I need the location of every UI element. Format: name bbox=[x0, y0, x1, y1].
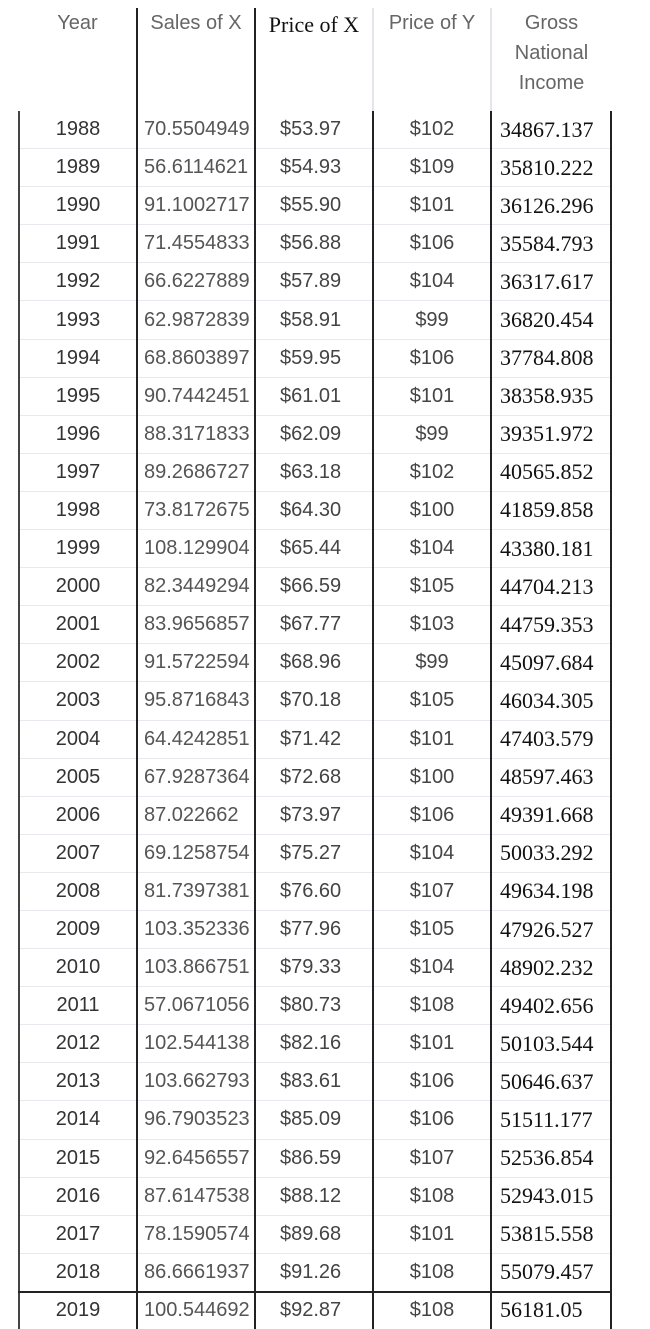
cell-price-of-y: $107 bbox=[373, 1139, 491, 1177]
cell-price-of-y: $106 bbox=[373, 225, 491, 263]
cell-price-of-y: $104 bbox=[373, 530, 491, 568]
cell-price-of-x: $61.01 bbox=[255, 377, 373, 415]
cell-price-of-y: $102 bbox=[373, 453, 491, 491]
cell-price-of-x: $77.96 bbox=[255, 910, 373, 948]
header-price-of-x: Price of X bbox=[268, 12, 360, 37]
cell-price-of-y: $103 bbox=[373, 606, 491, 644]
cell-sales-of-x: 88.3171833 bbox=[137, 415, 255, 453]
cell-gross-national-income: 36820.454 bbox=[491, 301, 611, 339]
cell-year: 1989 bbox=[19, 149, 137, 187]
table-row bbox=[19, 644, 611, 682]
cell-price-of-y: $105 bbox=[373, 910, 491, 948]
cell-gross-national-income: 50033.292 bbox=[491, 834, 611, 872]
cell-sales-of-x: 91.5722594 bbox=[137, 644, 255, 682]
cell-gross-national-income: 35584.793 bbox=[491, 225, 611, 263]
cell-year: 2019 bbox=[19, 1291, 137, 1329]
cell-year: 2014 bbox=[19, 1101, 137, 1139]
cell-year: 2010 bbox=[19, 949, 137, 987]
cell-sales-of-x: 87.022662 bbox=[137, 796, 255, 834]
cell-sales-of-x: 89.2686727 bbox=[137, 453, 255, 491]
cell-year: 2009 bbox=[19, 910, 137, 948]
cell-price-of-y: $108 bbox=[373, 1253, 491, 1291]
cell-gross-national-income: 52536.854 bbox=[491, 1139, 611, 1177]
cell-gross-national-income: 36126.296 bbox=[491, 187, 611, 225]
cell-price-of-x: $66.59 bbox=[255, 568, 373, 606]
cell-gross-national-income: 49391.668 bbox=[491, 796, 611, 834]
cell-gross-national-income: 34867.137 bbox=[491, 111, 611, 149]
table-row bbox=[19, 872, 611, 910]
cell-gross-national-income: 52943.015 bbox=[491, 1177, 611, 1215]
cell-sales-of-x: 102.544138 bbox=[137, 1025, 255, 1063]
header-price-of-y: Price of Y bbox=[373, 8, 491, 111]
cell-price-of-x: $57.89 bbox=[255, 263, 373, 301]
cell-year: 2017 bbox=[19, 1215, 137, 1253]
cell-gross-national-income: 38358.935 bbox=[491, 377, 611, 415]
cell-year: 1991 bbox=[19, 225, 137, 263]
table-row bbox=[19, 530, 611, 568]
cell-sales-of-x: 64.4242851 bbox=[137, 720, 255, 758]
cell-year: 2018 bbox=[19, 1253, 137, 1291]
cell-gross-national-income: 53815.558 bbox=[491, 1215, 611, 1253]
cell-price-of-x: $67.77 bbox=[255, 606, 373, 644]
cell-price-of-y: $99 bbox=[373, 301, 491, 339]
table-row bbox=[19, 720, 611, 758]
cell-year: 2015 bbox=[19, 1139, 137, 1177]
cell-gross-national-income: 40565.852 bbox=[491, 453, 611, 491]
cell-gross-national-income: 49402.656 bbox=[491, 987, 611, 1025]
header-sales-of-x: Sales of X bbox=[137, 8, 255, 111]
cell-price-of-x: $88.12 bbox=[255, 1177, 373, 1215]
table-row bbox=[19, 339, 611, 377]
cell-price-of-y: $101 bbox=[373, 187, 491, 225]
cell-price-of-y: $101 bbox=[373, 720, 491, 758]
cell-sales-of-x: 66.6227889 bbox=[137, 263, 255, 301]
cell-price-of-x: $65.44 bbox=[255, 530, 373, 568]
cell-price-of-x: $71.42 bbox=[255, 720, 373, 758]
cell-year: 2011 bbox=[19, 987, 137, 1025]
cell-year: 1990 bbox=[19, 187, 137, 225]
table-row bbox=[19, 1177, 611, 1215]
cell-price-of-x: $63.18 bbox=[255, 453, 373, 491]
cell-sales-of-x: 68.8603897 bbox=[137, 339, 255, 377]
cell-price-of-y: $105 bbox=[373, 568, 491, 606]
cell-gross-national-income: 43380.181 bbox=[491, 530, 611, 568]
cell-price-of-y: $106 bbox=[373, 796, 491, 834]
cell-price-of-x: $55.90 bbox=[255, 187, 373, 225]
cell-year: 2013 bbox=[19, 1063, 137, 1101]
cell-year: 2004 bbox=[19, 720, 137, 758]
header-year: Year bbox=[57, 12, 98, 34]
cell-gross-national-income: 46034.305 bbox=[491, 682, 611, 720]
cell-price-of-y: $106 bbox=[373, 339, 491, 377]
cell-gross-national-income: 44759.353 bbox=[491, 606, 611, 644]
table-row bbox=[19, 682, 611, 720]
cell-sales-of-x: 62.9872839 bbox=[137, 301, 255, 339]
cell-price-of-x: $73.97 bbox=[255, 796, 373, 834]
cell-price-of-x: $56.88 bbox=[255, 225, 373, 263]
cell-year: 2002 bbox=[19, 644, 137, 682]
cell-year: 2003 bbox=[19, 682, 137, 720]
cell-price-of-y: $101 bbox=[373, 1025, 491, 1063]
cell-gross-national-income: 41859.858 bbox=[491, 491, 611, 529]
table-row bbox=[19, 987, 611, 1025]
cell-price-of-y: $101 bbox=[373, 1215, 491, 1253]
cell-sales-of-x: 83.9656857 bbox=[137, 606, 255, 644]
data-table-sheet bbox=[18, 8, 612, 1323]
cell-price-of-y: $104 bbox=[373, 263, 491, 301]
cell-sales-of-x: 87.6147538 bbox=[137, 1177, 255, 1215]
table-row bbox=[19, 834, 611, 872]
cell-gross-national-income: 39351.972 bbox=[491, 415, 611, 453]
cell-price-of-x: $83.61 bbox=[255, 1063, 373, 1101]
cell-sales-of-x: 95.8716843 bbox=[137, 682, 255, 720]
cell-year: 1993 bbox=[19, 301, 137, 339]
cell-price-of-y: $109 bbox=[373, 149, 491, 187]
cell-gross-national-income: 51511.177 bbox=[491, 1101, 611, 1139]
cell-price-of-x: $68.96 bbox=[255, 644, 373, 682]
header-gross-national-income: Gross National Income bbox=[491, 8, 611, 111]
cell-price-of-x: $85.09 bbox=[255, 1101, 373, 1139]
table-row bbox=[19, 301, 611, 339]
cell-sales-of-x: 82.3449294 bbox=[137, 568, 255, 606]
cell-price-of-y: $105 bbox=[373, 682, 491, 720]
cell-sales-of-x: 57.0671056 bbox=[137, 987, 255, 1025]
cell-sales-of-x: 81.7397381 bbox=[137, 872, 255, 910]
table-row bbox=[19, 796, 611, 834]
cell-price-of-x: $54.93 bbox=[255, 149, 373, 187]
cell-year: 1998 bbox=[19, 491, 137, 529]
table-row bbox=[19, 491, 611, 529]
cell-gross-national-income: 47926.527 bbox=[491, 910, 611, 948]
table-row bbox=[19, 910, 611, 948]
cell-sales-of-x: 86.6661937 bbox=[137, 1253, 255, 1291]
cell-sales-of-x: 56.6114621 bbox=[137, 149, 255, 187]
cell-price-of-x: $86.59 bbox=[255, 1139, 373, 1177]
table-row bbox=[19, 415, 611, 453]
cell-sales-of-x: 73.8172675 bbox=[137, 491, 255, 529]
cell-sales-of-x: 92.6456557 bbox=[137, 1139, 255, 1177]
cell-year: 1992 bbox=[19, 263, 137, 301]
cell-sales-of-x: 71.4554833 bbox=[137, 225, 255, 263]
table-row bbox=[19, 453, 611, 491]
header-row bbox=[19, 8, 611, 111]
cell-year: 1997 bbox=[19, 453, 137, 491]
cell-sales-of-x: 90.7442451 bbox=[137, 377, 255, 415]
cell-gross-national-income: 48597.463 bbox=[491, 758, 611, 796]
cell-price-of-y: $100 bbox=[373, 758, 491, 796]
cell-year: 1994 bbox=[19, 339, 137, 377]
cell-gross-national-income: 48902.232 bbox=[491, 949, 611, 987]
cell-price-of-y: $104 bbox=[373, 834, 491, 872]
cell-sales-of-x: 78.1590574 bbox=[137, 1215, 255, 1253]
cell-sales-of-x: 103.866751 bbox=[137, 949, 255, 987]
table-row bbox=[19, 1139, 611, 1177]
cell-price-of-y: $107 bbox=[373, 872, 491, 910]
cell-price-of-x: $82.16 bbox=[255, 1025, 373, 1063]
data-table bbox=[18, 8, 612, 1329]
cell-price-of-x: $53.97 bbox=[255, 111, 373, 149]
cell-price-of-x: $58.91 bbox=[255, 301, 373, 339]
cell-gross-national-income: 36317.617 bbox=[491, 263, 611, 301]
table-row bbox=[19, 949, 611, 987]
table-row bbox=[19, 111, 611, 149]
cell-year: 1996 bbox=[19, 415, 137, 453]
cell-gross-national-income: 47403.579 bbox=[491, 720, 611, 758]
table-row bbox=[19, 1063, 611, 1101]
cell-gross-national-income: 44704.213 bbox=[491, 568, 611, 606]
table-row bbox=[19, 149, 611, 187]
cell-price-of-x: $70.18 bbox=[255, 682, 373, 720]
cell-year: 1999 bbox=[19, 530, 137, 568]
cell-price-of-y: $106 bbox=[373, 1063, 491, 1101]
cell-price-of-y: $102 bbox=[409, 118, 455, 141]
table-row bbox=[19, 225, 611, 263]
cell-sales-of-x: 67.9287364 bbox=[137, 758, 255, 796]
table-row bbox=[19, 377, 611, 415]
cell-year: 2000 bbox=[19, 568, 137, 606]
cell-price-of-x: $80.73 bbox=[255, 987, 373, 1025]
cell-year: 2008 bbox=[19, 872, 137, 910]
cell-price-of-y: $108 bbox=[373, 987, 491, 1025]
cell-price-of-y: $108 bbox=[373, 1291, 491, 1329]
cell-year: 2007 bbox=[19, 834, 137, 872]
cell-sales-of-x: 103.662793 bbox=[137, 1063, 255, 1101]
table-body bbox=[19, 111, 611, 1329]
table-bottom-border bbox=[18, 1291, 612, 1293]
table-row bbox=[19, 1291, 611, 1329]
cell-price-of-y: $104 bbox=[373, 949, 491, 987]
cell-price-of-x: $62.09 bbox=[255, 415, 373, 453]
cell-sales-of-x: 108.129904 bbox=[137, 530, 255, 568]
table-row bbox=[19, 1101, 611, 1139]
cell-price-of-x: $92.87 bbox=[255, 1291, 373, 1329]
cell-price-of-x: $75.27 bbox=[255, 834, 373, 872]
table-row bbox=[19, 606, 611, 644]
cell-price-of-y: $108 bbox=[373, 1177, 491, 1215]
cell-gross-national-income: 50103.544 bbox=[491, 1025, 611, 1063]
cell-price-of-y: $99 bbox=[373, 415, 491, 453]
cell-price-of-x: $72.68 bbox=[255, 758, 373, 796]
cell-sales-of-x: 91.1002717 bbox=[137, 187, 255, 225]
cell-sales-of-x: 100.544692 bbox=[137, 1291, 255, 1329]
cell-gross-national-income: 35810.222 bbox=[491, 149, 611, 187]
cell-year: 1988 bbox=[19, 111, 137, 149]
table-row bbox=[19, 1215, 611, 1253]
cell-price-of-x: $76.60 bbox=[255, 872, 373, 910]
table-row bbox=[19, 1025, 611, 1063]
cell-price-of-x: $79.33 bbox=[255, 949, 373, 987]
cell-gross-national-income: 37784.808 bbox=[491, 339, 611, 377]
cell-sales-of-x: 69.1258754 bbox=[137, 834, 255, 872]
cell-sales-of-x: 96.7903523 bbox=[137, 1101, 255, 1139]
cell-price-of-y: $101 bbox=[373, 377, 491, 415]
table-row bbox=[19, 758, 611, 796]
table-row bbox=[19, 568, 611, 606]
cell-price-of-x: $64.30 bbox=[255, 491, 373, 529]
cell-gross-national-income: 49634.198 bbox=[491, 872, 611, 910]
cell-price-of-y: $106 bbox=[373, 1101, 491, 1139]
cell-price-of-y: $99 bbox=[373, 644, 491, 682]
cell-year: 2001 bbox=[19, 606, 137, 644]
cell-price-of-y: $100 bbox=[373, 491, 491, 529]
cell-year: 1995 bbox=[19, 377, 137, 415]
cell-price-of-x: $59.95 bbox=[255, 339, 373, 377]
cell-price-of-x: $91.26 bbox=[255, 1253, 373, 1291]
table-row bbox=[19, 1253, 611, 1291]
cell-year: 2005 bbox=[19, 758, 137, 796]
cell-year: 2016 bbox=[19, 1177, 137, 1215]
table-row bbox=[19, 263, 611, 301]
cell-gross-national-income: 55079.457 bbox=[491, 1253, 611, 1291]
cell-sales-of-x: 103.352336 bbox=[137, 910, 255, 948]
cell-gross-national-income: 50646.637 bbox=[491, 1063, 611, 1101]
cell-price-of-x: $89.68 bbox=[255, 1215, 373, 1253]
cell-year: 2012 bbox=[19, 1025, 137, 1063]
cell-gross-national-income: 56181.05 bbox=[491, 1291, 611, 1329]
table-row bbox=[19, 187, 611, 225]
cell-year: 2006 bbox=[19, 796, 137, 834]
cell-gross-national-income: 45097.684 bbox=[491, 644, 611, 682]
cell-sales-of-x: 70.5504949 bbox=[137, 111, 255, 149]
